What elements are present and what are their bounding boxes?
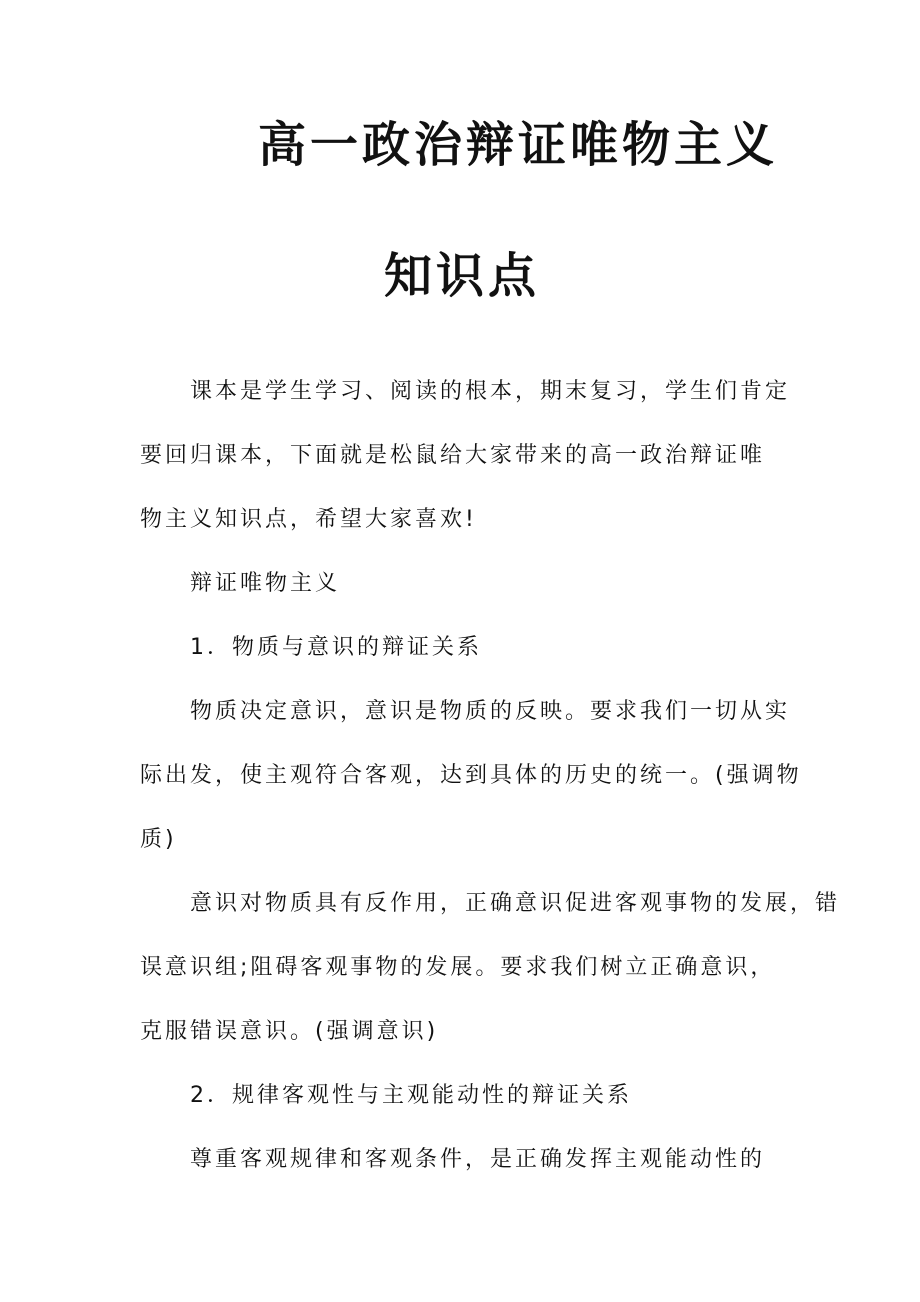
paragraph-line: 误意识组;阻碍客观事物的发展。要求我们树立正确意识， — [140, 955, 776, 980]
paragraph-line: 克服错误意识。(强调意识) — [140, 1019, 439, 1044]
paragraph-line: 尊重客观规律和客观条件，是正确发挥主观能动性的 — [190, 1147, 766, 1172]
paragraph-line: 物质决定意识，意识是物质的反映。要求我们一切从实 — [190, 699, 791, 724]
paragraph-line: 要回归课本，下面就是松鼠给大家带来的高一政治辩证唯 — [140, 443, 766, 468]
section-heading: 辩证唯物主义 — [190, 571, 341, 596]
paragraph-line: 际出发，使主观符合客观，达到具体的历史的统一。(强调物 — [140, 763, 802, 788]
paragraph-line: 意识对物质具有反作用，正确意识促进客观事物的发展，错 — [190, 891, 841, 916]
subsection-heading: 2．规律客观性与主观能动性的辩证关系 — [190, 1083, 632, 1108]
paragraph-line: 课本是学生学习、阅读的根本，期末复习，学生们肯定 — [190, 379, 791, 404]
paragraph-line: 质) — [140, 827, 177, 852]
document-title-line-1: 高一政治辩证唯物主义 — [258, 117, 779, 173]
subsection-heading: 1．物质与意识的辩证关系 — [190, 635, 482, 660]
document-title-line-2: 知识点 — [384, 248, 541, 304]
paragraph-line: 物主义知识点，希望大家喜欢! — [140, 507, 477, 532]
